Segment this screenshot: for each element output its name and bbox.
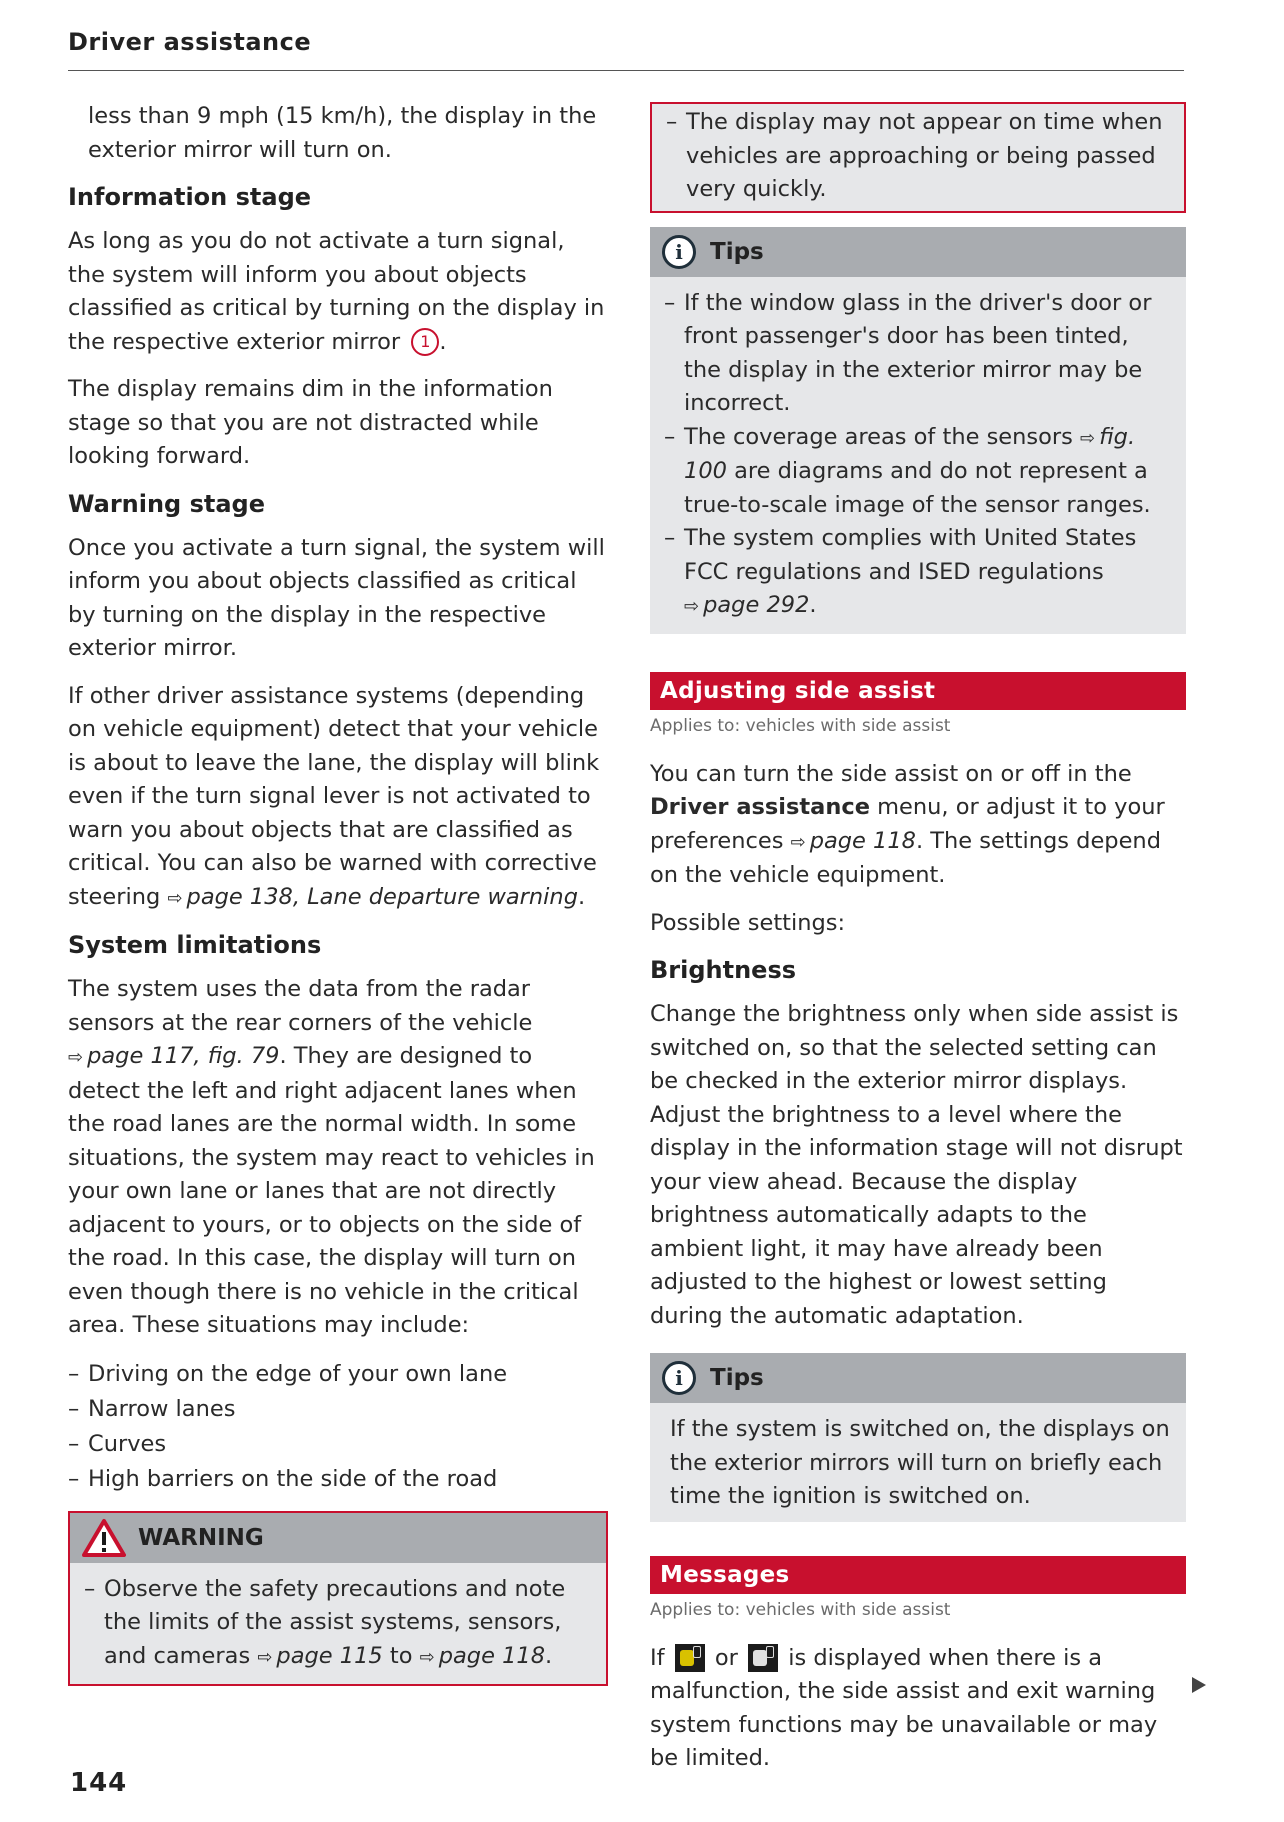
warning-continuation-box [650, 102, 1186, 213]
info-icon: i [662, 1361, 696, 1395]
tips-box-2-text: If the system is switched on, the displays on the exterior mirrors will turn on briefly each time the ignition is switched on. [670, 1416, 1170, 1509]
tips-box-1 [650, 227, 1186, 634]
arrow-right-icon: ⇨ [167, 887, 183, 909]
adjusting-text-c: . The settings depend on the vehicle equipment. [650, 827, 1161, 888]
adjusting-paragraph-1 [650, 758, 1186, 893]
warning-stage-text: If other driver assistance systems (depending on vehicle equipment) detect that your vehicle is about to leave the lane, the display will blink even if the turn signal lever is not activated to warn you about objects that are classified as critical. You can also be warned with corrective steering [68, 682, 600, 910]
list-item [84, 1573, 590, 1675]
tips-box-1-body [650, 277, 1186, 634]
list-item: – The display may not appear on time when vehicles are approaching or being passed very quickly. [666, 106, 1168, 207]
driver-assistance-menu-label: Driver assistance [650, 794, 870, 820]
information-stage-heading: Information stage [68, 183, 312, 211]
callout-1-icon: 1 [411, 328, 439, 356]
tips-box-2-title: Tips [710, 1365, 764, 1391]
side-assist-yellow-icon [675, 1644, 705, 1672]
page-115-ref: page 115 [276, 1642, 383, 1669]
tips-box-1-title: Tips [710, 238, 764, 265]
tips-item-2-b: are diagrams and do not represent a true-to-scale image of the sensor ranges. [684, 458, 1151, 518]
intro-text: less than 9 mph (15 km/h), the display in the exterior mirror will turn on. [88, 103, 597, 163]
warning-continuation-list [666, 106, 1168, 207]
tips-item-2-a: The coverage areas of the sensors [684, 423, 1073, 450]
adjusting-applies-to: Applies to: vehicles with side assist [650, 715, 951, 736]
information-stage-paragraph-1 [68, 225, 608, 359]
header-title: Driver assistance [68, 28, 312, 56]
page-117-link[interactable] [68, 1043, 201, 1069]
list-item: – Narrow lanes [68, 1392, 608, 1427]
list-item: – Curves [68, 1427, 608, 1462]
fig-79-ref[interactable]: fig. 79 [207, 1043, 280, 1069]
list-item: – If the window glass in the driver's door or front passenger's door has been tinted, the display in the exterior mirror may be incorrect. [664, 287, 1170, 421]
tips-box-1-header [650, 227, 1186, 277]
adjusting-side-assist-heading: Adjusting side assist [650, 672, 1186, 710]
lane-departure-link[interactable] [167, 884, 578, 910]
warning-box [68, 1511, 608, 1687]
messages-or: or [714, 1644, 738, 1671]
warning-stage-paragraph-1: Once you activate a turn signal, the system will inform you about objects classified as critical by turning on the display in the respective exterior mirror. [68, 534, 605, 661]
limitations-text-b: . They are designed to detect the left and right adjacent lanes when the road lanes are the normal width. In some situations, the system may react to vehicles in your own lane or lanes that are not directly adjacent to yours, or to objects on the side of the road. In this case, the display will turn on even though there is no vehicle in the critical area. These situations may include: [68, 1043, 595, 1338]
continue-arrow-icon [1192, 1677, 1206, 1693]
warning-box-header [70, 1513, 606, 1563]
info-icon: i [662, 235, 696, 269]
list-item [664, 421, 1170, 523]
arrow-right-icon: ⇨ [68, 1047, 84, 1068]
side-assist-white-icon [748, 1644, 778, 1672]
messages-applies-to: Applies to: vehicles with side assist [650, 1599, 951, 1620]
tips-box-2-header [650, 1353, 1186, 1403]
warning-triangle-icon [82, 1518, 126, 1558]
brightness-paragraph: Change the brightness only when side assist is switched on, so that the selected setting can be checked in the exterior mirror displays. Adjust the brightness to a level where the display in the information stage will not disrupt your view ahead. Because the display brightness automatically adapts to the ambient light, it may have already been adjusted to the highest or lowest setting during the automatic adaptation. [650, 1001, 1183, 1329]
lane-departure-ref: page 138, Lane departure warning [186, 883, 578, 910]
page-115-link[interactable] [257, 1643, 382, 1669]
messages-text: is displayed when there is a malfunction, the side assist and exit warning system functions may be unavailable or may be limited. [650, 1644, 1158, 1771]
warning-box-to: to [389, 1642, 413, 1669]
tips-box-1-list [664, 287, 1170, 624]
adjusting-text-b: menu, or adjust it to your preferences [650, 794, 1165, 854]
page-118-ref: page 118 [809, 827, 916, 854]
adjusting-paragraph-2: Possible settings: [650, 909, 846, 936]
page-118-link[interactable] [791, 828, 916, 854]
system-limitations-heading: System limitations [68, 931, 322, 959]
messages-paragraph [650, 1642, 1186, 1776]
page-header [68, 28, 1184, 71]
page-118-ref: page 118 [438, 1642, 546, 1669]
information-stage-paragraph-2: The display remains dim in the information stage so that you are not distracted while looking forward. [68, 376, 553, 469]
fig-100-ref: fig. 100 [684, 423, 1136, 484]
system-limitations-paragraph [68, 973, 608, 1343]
list-item: – Driving on the edge of your own lane [68, 1357, 608, 1392]
tips-item-3-a: The system complies with United States FCC regulations and ISED regulations [684, 525, 1137, 585]
page-number: 144 [70, 1768, 128, 1798]
page-117-ref: page 117, [87, 1043, 201, 1069]
arrow-right-icon: ⇨ [419, 1646, 435, 1668]
warning-box-text: Observe the safety precautions and note the limits of the assist systems, sensors, and cameras [104, 1575, 566, 1669]
warning-stage-end: . [577, 883, 586, 910]
arrow-right-icon: ⇨ [1080, 427, 1096, 449]
limitations-text-a: The system uses the data from the radar sensors at the rear corners of the vehicle [68, 976, 533, 1036]
warning-stage-paragraph-2 [68, 680, 608, 916]
tips-item-3-end: . [809, 592, 817, 618]
messages-heading: Messages [650, 1556, 1186, 1594]
list-item: – High barriers on the side of the road [68, 1462, 608, 1497]
warning-box-list [84, 1573, 590, 1675]
right-column [650, 100, 1186, 1790]
arrow-right-icon: ⇨ [790, 831, 806, 853]
information-stage-end: . [439, 328, 447, 355]
warning-stage-heading: Warning stage [68, 489, 265, 518]
arrow-right-icon: ⇨ [684, 596, 700, 617]
page-292-link[interactable] [684, 592, 809, 618]
warning-box-end: . [545, 1642, 553, 1669]
warning-box-title: WARNING [138, 1524, 264, 1551]
information-stage-text: As long as you do not activate a turn signal, the system will inform you about objects classified as critical by turning on the display in the respective exterior mirror [68, 228, 605, 355]
warning-continuation-body [652, 104, 1184, 211]
messages-if: If [650, 1644, 665, 1671]
page-292-ref: page 292 [703, 592, 810, 618]
adjusting-text-a: You can turn the side assist on or off in the [650, 760, 1132, 787]
warning-box-body [70, 1563, 606, 1685]
arrow-right-icon: ⇨ [257, 1646, 273, 1668]
left-column [68, 100, 608, 1686]
brightness-heading: Brightness [650, 956, 797, 984]
limitations-list [68, 1357, 608, 1497]
list-item [664, 522, 1170, 624]
tips-box-2-body [650, 1403, 1186, 1522]
tips-box-2 [650, 1353, 1186, 1522]
page-118-link[interactable] [420, 1643, 545, 1669]
